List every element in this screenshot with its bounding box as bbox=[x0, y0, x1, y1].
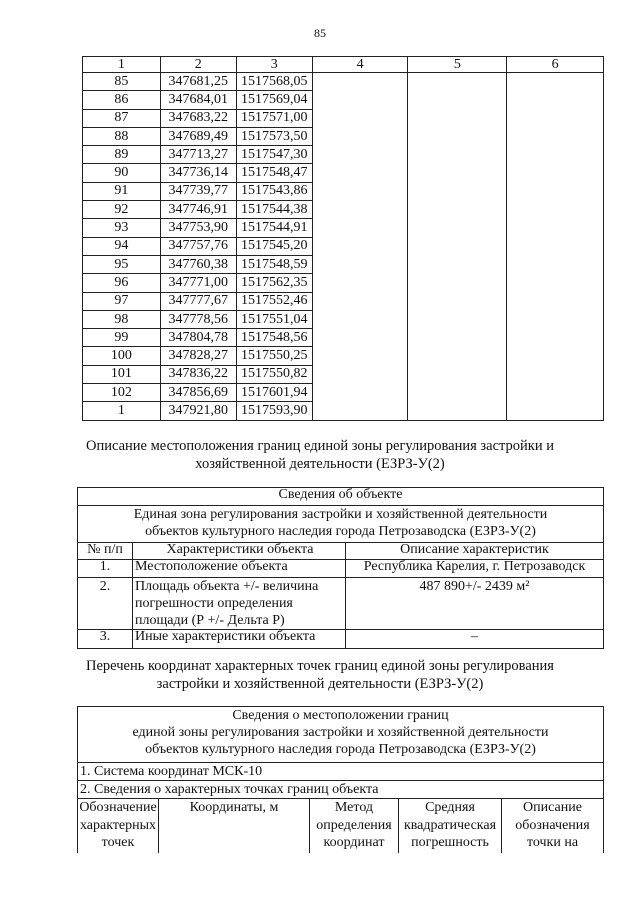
row-characteristic: Местоположение объекта bbox=[133, 560, 346, 578]
col-characteristic-header: Характеристики объекта bbox=[133, 543, 346, 560]
y-coordinate-cell: 1517593,90 bbox=[236, 402, 312, 420]
empty-cell bbox=[312, 201, 408, 219]
location-info-table bbox=[77, 706, 604, 853]
point-number-cell: 91 bbox=[83, 182, 161, 200]
empty-cell bbox=[408, 292, 507, 310]
coordinates-header-cell: 4 bbox=[312, 57, 408, 73]
empty-cell bbox=[507, 201, 604, 219]
coordinates-header-cell: 5 bbox=[408, 57, 507, 73]
y-coordinate-cell: 1517548,59 bbox=[236, 255, 312, 273]
empty-cell bbox=[312, 164, 408, 182]
empty-cell bbox=[312, 73, 408, 91]
header-line: погрешность bbox=[411, 835, 489, 850]
y-coordinate-cell: 1517551,04 bbox=[236, 310, 312, 328]
row-number: 2. bbox=[78, 578, 133, 630]
page-number: 85 bbox=[314, 26, 326, 40]
list-heading bbox=[60, 657, 580, 693]
point-number-cell: 95 bbox=[83, 255, 161, 273]
empty-cell bbox=[408, 219, 507, 237]
point-number-cell: 92 bbox=[83, 201, 161, 219]
point-number-cell: 86 bbox=[83, 91, 161, 109]
y-coordinate-cell: 1517544,38 bbox=[236, 201, 312, 219]
empty-cell bbox=[312, 274, 408, 292]
x-coordinate-cell: 347689,49 bbox=[160, 127, 236, 145]
empty-cell bbox=[507, 91, 604, 109]
x-coordinate-cell: 347771,00 bbox=[160, 274, 236, 292]
table-row bbox=[83, 91, 604, 109]
point-number-cell: 88 bbox=[83, 127, 161, 145]
empty-cell bbox=[507, 347, 604, 365]
points-info: 2. Сведения о характерных точках границ объекта bbox=[78, 781, 604, 799]
x-coordinate-cell: 347736,14 bbox=[160, 164, 236, 182]
empty-cell bbox=[408, 329, 507, 347]
empty-cell bbox=[312, 384, 408, 402]
location-title-line3: объектов культурного наследия города Петрозаводска (ЕЗРЗ-У(2) bbox=[145, 742, 536, 757]
y-coordinate-cell: 1517550,25 bbox=[236, 347, 312, 365]
empty-cell bbox=[408, 274, 507, 292]
table-row bbox=[83, 274, 604, 292]
table-row bbox=[83, 201, 604, 219]
point-number-cell: 99 bbox=[83, 329, 161, 347]
x-coordinate-cell: 347921,80 bbox=[160, 402, 236, 420]
col-mean-error bbox=[399, 799, 502, 854]
y-coordinate-cell: 1517544,91 bbox=[236, 219, 312, 237]
table-row bbox=[83, 310, 604, 328]
y-coordinate-cell: 1517573,50 bbox=[236, 127, 312, 145]
y-coordinate-cell: 1517548,47 bbox=[236, 164, 312, 182]
point-number-cell: 90 bbox=[83, 164, 161, 182]
header-line: Координаты, м bbox=[189, 800, 279, 815]
empty-cell bbox=[312, 146, 408, 164]
table-row bbox=[83, 365, 604, 383]
empty-cell bbox=[507, 310, 604, 328]
table-row bbox=[83, 73, 604, 91]
y-coordinate-cell: 1517548,56 bbox=[236, 329, 312, 347]
table-row bbox=[83, 127, 604, 145]
point-number-cell: 94 bbox=[83, 237, 161, 255]
empty-cell bbox=[312, 91, 408, 109]
header-line: Описание bbox=[523, 800, 582, 815]
x-coordinate-cell: 347804,78 bbox=[160, 329, 236, 347]
y-coordinate-cell: 1517543,86 bbox=[236, 182, 312, 200]
characteristic-line: площади (Р +/- Дельта Р) bbox=[135, 613, 285, 628]
x-coordinate-cell: 347739,77 bbox=[160, 182, 236, 200]
object-info-table bbox=[77, 487, 604, 649]
table-row bbox=[83, 292, 604, 310]
x-coordinate-cell: 347757,76 bbox=[160, 237, 236, 255]
point-number-cell: 100 bbox=[83, 347, 161, 365]
table-row bbox=[83, 164, 604, 182]
empty-cell bbox=[312, 310, 408, 328]
empty-cell bbox=[312, 182, 408, 200]
row-characteristic: Иные характеристики объекта bbox=[133, 630, 346, 649]
table-row bbox=[83, 384, 604, 402]
characteristic-line: Площадь объекта +/- величина bbox=[135, 579, 319, 594]
empty-cell bbox=[408, 146, 507, 164]
y-coordinate-cell: 1517568,05 bbox=[236, 73, 312, 91]
table-row bbox=[83, 329, 604, 347]
empty-cell bbox=[408, 255, 507, 273]
point-number-cell: 1 bbox=[83, 402, 161, 420]
empty-cell bbox=[312, 237, 408, 255]
table-row bbox=[83, 237, 604, 255]
y-coordinate-cell: 1517547,30 bbox=[236, 146, 312, 164]
row-number: 3. bbox=[78, 630, 133, 649]
header-line: точек bbox=[101, 835, 135, 850]
y-coordinate-cell: 1517550,82 bbox=[236, 365, 312, 383]
row-characteristic bbox=[133, 578, 346, 630]
point-number-cell: 85 bbox=[83, 73, 161, 91]
empty-cell bbox=[312, 292, 408, 310]
y-coordinate-cell: 1517569,04 bbox=[236, 91, 312, 109]
empty-cell bbox=[507, 274, 604, 292]
empty-cell bbox=[507, 384, 604, 402]
col-description-header: Описание характеристик bbox=[346, 543, 604, 560]
y-coordinate-cell: 1517562,35 bbox=[236, 274, 312, 292]
table-row bbox=[83, 146, 604, 164]
table-row bbox=[83, 219, 604, 237]
empty-cell bbox=[408, 127, 507, 145]
header-line: точки на bbox=[526, 835, 579, 850]
description-heading-line1: Описание местоположения границ единой зоны регулирования застройки и bbox=[86, 438, 554, 454]
empty-cell bbox=[408, 384, 507, 402]
point-number-cell: 97 bbox=[83, 292, 161, 310]
col-point-designation bbox=[78, 799, 159, 854]
y-coordinate-cell: 1517552,46 bbox=[236, 292, 312, 310]
empty-cell bbox=[408, 109, 507, 127]
coordinates-header-cell: 1 bbox=[83, 57, 161, 73]
empty-cell bbox=[408, 365, 507, 383]
empty-cell bbox=[507, 164, 604, 182]
empty-cell bbox=[507, 237, 604, 255]
empty-cell bbox=[408, 310, 507, 328]
empty-cell bbox=[312, 109, 408, 127]
object-info-title: Сведения об объекте bbox=[78, 488, 604, 506]
empty-cell bbox=[507, 182, 604, 200]
empty-cell bbox=[312, 329, 408, 347]
empty-cell bbox=[507, 402, 604, 420]
col-method bbox=[310, 799, 399, 854]
empty-cell bbox=[408, 237, 507, 255]
header-line: Метод bbox=[334, 800, 374, 815]
object-name-line2: объектов культурного наследия города Петрозаводска (ЕЗРЗ-У(2) bbox=[145, 524, 536, 539]
empty-cell bbox=[312, 219, 408, 237]
point-number-cell: 87 bbox=[83, 109, 161, 127]
description-heading bbox=[60, 437, 580, 473]
header-line: характерных bbox=[79, 817, 157, 833]
location-title-line1: Сведения о местоположении границ bbox=[232, 708, 449, 723]
col-number-header: № п/п bbox=[78, 543, 133, 560]
coordinate-system: 1. Система координат МСК-10 bbox=[78, 763, 604, 781]
x-coordinate-cell: 347777,67 bbox=[160, 292, 236, 310]
characteristic-line: погрешности определения bbox=[135, 596, 293, 611]
point-number-cell: 96 bbox=[83, 274, 161, 292]
header-line: обозначения bbox=[515, 817, 590, 833]
header-line: квадратическая bbox=[403, 817, 497, 833]
location-title-line2: единой зоны регулирования застройки и хозяйственной деятельности bbox=[132, 725, 549, 740]
row-description: 487 890+/- 2439 м² bbox=[346, 578, 604, 630]
coordinates-header-cell: 2 bbox=[160, 57, 236, 73]
table-row bbox=[83, 402, 604, 420]
x-coordinate-cell: 347828,27 bbox=[160, 347, 236, 365]
point-number-cell: 98 bbox=[83, 310, 161, 328]
empty-cell bbox=[312, 402, 408, 420]
coordinates-header-row bbox=[83, 57, 604, 73]
row-description: – bbox=[346, 630, 604, 649]
coordinates-table bbox=[82, 56, 604, 421]
col-point-description bbox=[502, 799, 604, 854]
x-coordinate-cell: 347713,27 bbox=[160, 146, 236, 164]
empty-cell bbox=[408, 201, 507, 219]
header-line: координат bbox=[323, 835, 385, 850]
empty-cell bbox=[507, 255, 604, 273]
list-heading-line2: застройки и хозяйственной деятельности (ЕЗРЗ-У(2) bbox=[156, 676, 484, 692]
empty-cell bbox=[312, 347, 408, 365]
empty-cell bbox=[408, 402, 507, 420]
empty-cell bbox=[507, 292, 604, 310]
table-row bbox=[83, 347, 604, 365]
empty-cell bbox=[507, 73, 604, 91]
empty-cell bbox=[408, 91, 507, 109]
object-name-line1: Единая зона регулирования застройки и хозяйственной деятельности bbox=[133, 507, 548, 522]
empty-cell bbox=[312, 127, 408, 145]
empty-cell bbox=[507, 146, 604, 164]
empty-cell bbox=[312, 365, 408, 383]
header-line: Средняя bbox=[425, 800, 475, 815]
list-heading-line1: Перечень координат характерных точек границ единой зоны регулирования bbox=[86, 658, 554, 674]
row-description: Республика Карелия, г. Петрозаводск bbox=[346, 560, 604, 578]
x-coordinate-cell: 347760,38 bbox=[160, 255, 236, 273]
table-row bbox=[83, 109, 604, 127]
x-coordinate-cell: 347683,22 bbox=[160, 109, 236, 127]
location-info-title bbox=[78, 707, 604, 763]
x-coordinate-cell: 347856,69 bbox=[160, 384, 236, 402]
x-coordinate-cell: 347746,91 bbox=[160, 201, 236, 219]
empty-cell bbox=[507, 365, 604, 383]
coordinates-header-cell: 6 bbox=[507, 57, 604, 73]
empty-cell bbox=[408, 347, 507, 365]
empty-cell bbox=[507, 219, 604, 237]
empty-cell bbox=[408, 164, 507, 182]
x-coordinate-cell: 347836,22 bbox=[160, 365, 236, 383]
col-coordinates bbox=[159, 799, 310, 854]
header-line: определения bbox=[316, 817, 392, 833]
point-number-cell: 101 bbox=[83, 365, 161, 383]
y-coordinate-cell: 1517601,94 bbox=[236, 384, 312, 402]
object-name bbox=[78, 506, 604, 543]
y-coordinate-cell: 1517571,00 bbox=[236, 109, 312, 127]
empty-cell bbox=[507, 127, 604, 145]
empty-cell bbox=[312, 255, 408, 273]
x-coordinate-cell: 347753,90 bbox=[160, 219, 236, 237]
coordinates-header-cell: 3 bbox=[236, 57, 312, 73]
x-coordinate-cell: 347684,01 bbox=[160, 91, 236, 109]
point-number-cell: 102 bbox=[83, 384, 161, 402]
empty-cell bbox=[408, 182, 507, 200]
row-number: 1. bbox=[78, 560, 133, 578]
table-row bbox=[83, 255, 604, 273]
point-number-cell: 89 bbox=[83, 146, 161, 164]
point-number-cell: 93 bbox=[83, 219, 161, 237]
description-heading-line2: хозяйственной деятельности (ЕЗРЗ-У(2) bbox=[195, 456, 445, 472]
y-coordinate-cell: 1517545,20 bbox=[236, 237, 312, 255]
empty-cell bbox=[408, 73, 507, 91]
empty-cell bbox=[507, 329, 604, 347]
table-row bbox=[83, 182, 604, 200]
header-line: Обозначение bbox=[79, 800, 157, 815]
x-coordinate-cell: 347681,25 bbox=[160, 73, 236, 91]
x-coordinate-cell: 347778,56 bbox=[160, 310, 236, 328]
empty-cell bbox=[507, 109, 604, 127]
